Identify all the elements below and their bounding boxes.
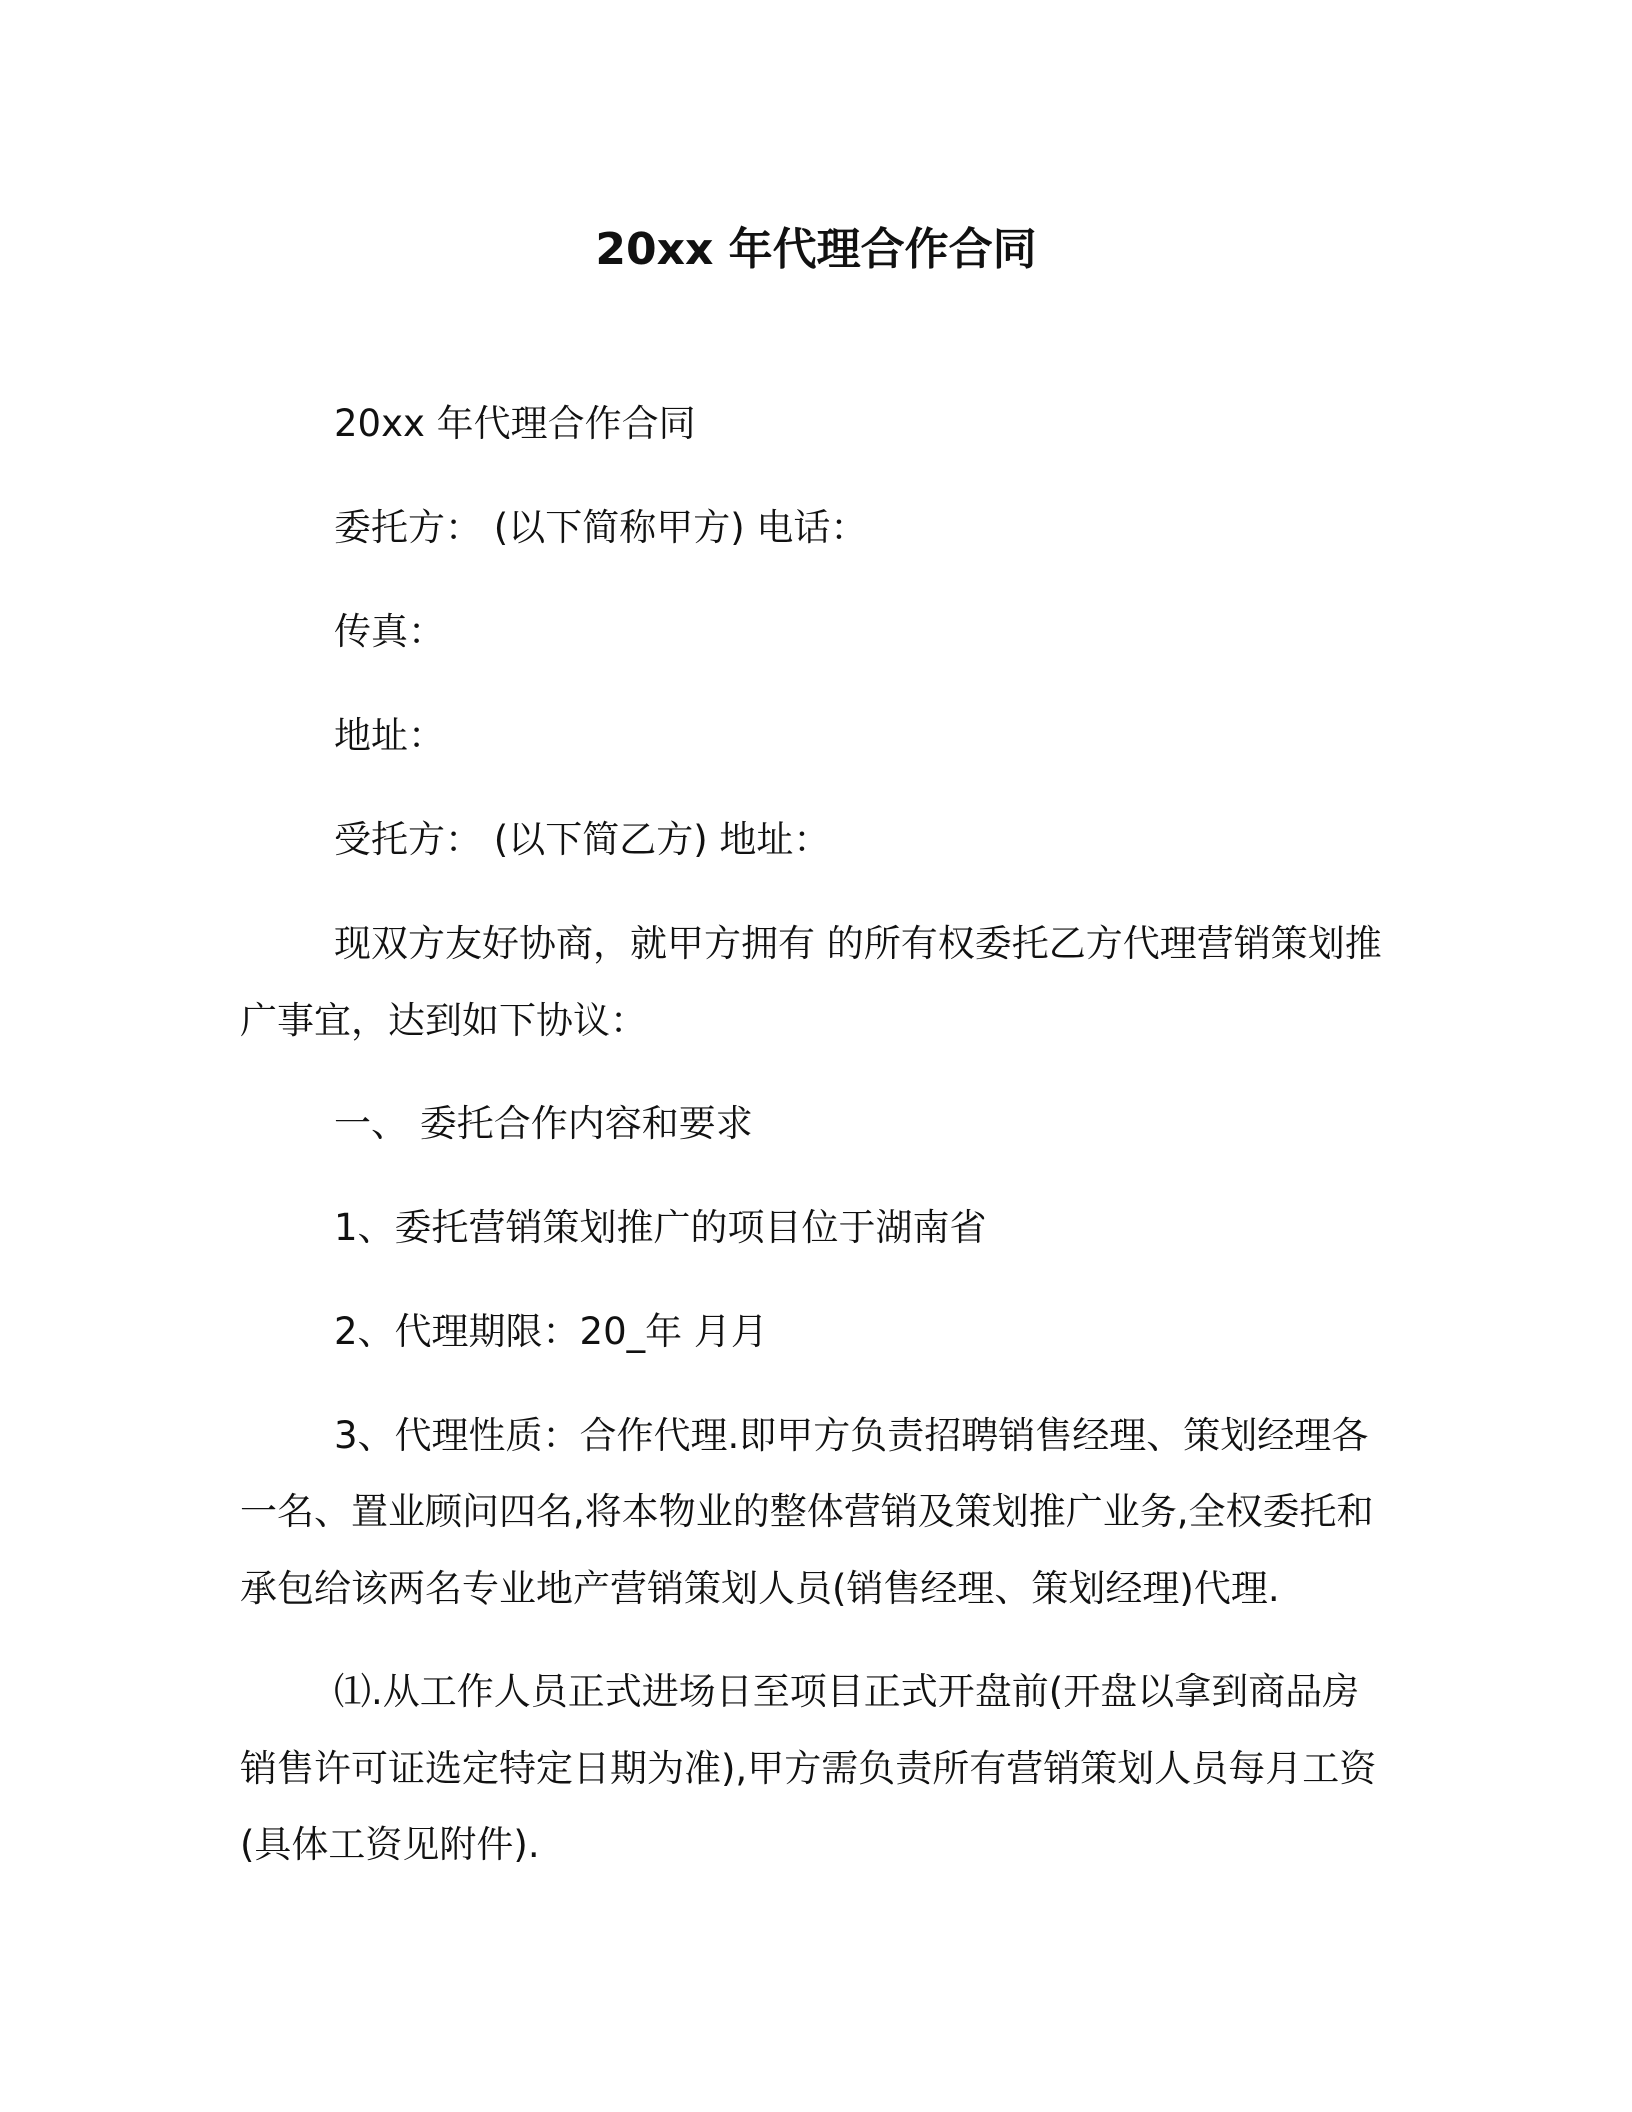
paragraph-line: 2、代理期限：20_年 月月 xyxy=(334,1310,768,1353)
paragraph-line: 一名、置业顾问四名,将本物业的整体营销及策划推广业务,全权委托和 xyxy=(240,1490,1374,1533)
paragraph-line: 3、代理性质：合作代理.即甲方负责招聘销售经理、策划经理各 xyxy=(334,1414,1369,1457)
paragraph-line: 20xx 年代理合作合同 xyxy=(334,402,696,445)
paragraph-line: 传真： xyxy=(334,610,445,653)
paragraph-line: 承包给该两名专业地产营销策划人员(销售经理、策划经理)代理. xyxy=(240,1567,1280,1610)
paragraph-line: 地址： xyxy=(334,714,445,757)
paragraph-line: 广事宜，达到如下协议： xyxy=(240,999,647,1042)
section-heading: 一、 委托合作内容和要求 xyxy=(334,1102,753,1145)
document-title: 20xx 年代理合作合同 xyxy=(595,224,1037,275)
paragraph-line: 现双方友好协商，就甲方拥有 的所有权委托乙方代理营销策划推 xyxy=(334,922,1382,965)
paragraph-line: (具体工资见附件). xyxy=(240,1823,540,1866)
paragraph-line: 委托方： (以下简称甲方) 电话： xyxy=(334,506,868,549)
paragraph-line: ⑴.从工作人员正式进场日至项目正式开盘前(开盘以拿到商品房 xyxy=(334,1670,1360,1713)
paragraph-line: 受托方： (以下简乙方) 地址： xyxy=(334,818,831,861)
paragraph-line: 销售许可证选定特定日期为准),甲方需负责所有营销策划人员每月工资 xyxy=(240,1747,1377,1790)
paragraph-line: 1、委托营销策划推广的项目位于湖南省 xyxy=(334,1206,987,1249)
